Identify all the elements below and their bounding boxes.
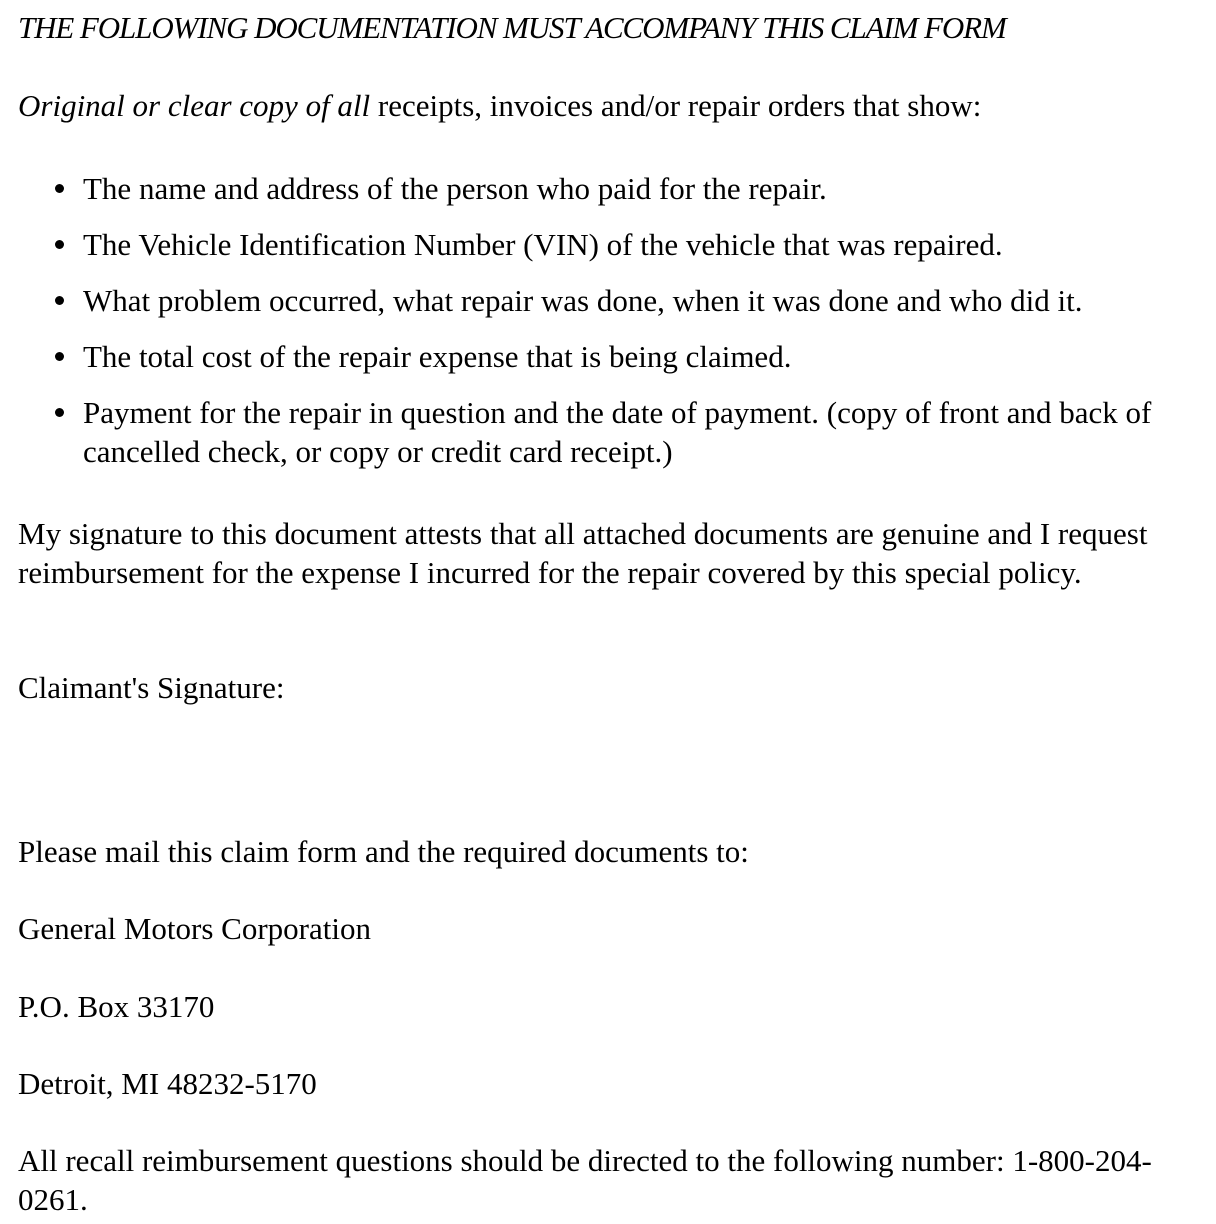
requirement-item	[18, 225, 1208, 264]
documentation-heading: THE FOLLOWING DOCUMENTATION MUST ACCOMPANY THIS CLAIM FORM	[18, 10, 1006, 45]
requirement-text: What problem occurred, what repair was done, when it was done and who did it.	[83, 283, 1083, 318]
requirement-text: The Vehicle Identification Number (VIN) of the vehicle that was repaired.	[83, 227, 1003, 262]
requirement-item	[18, 281, 1208, 320]
intro-emphasis: Original or clear copy of all	[18, 88, 371, 123]
requirement-item	[18, 169, 1208, 208]
documentation-intro	[18, 86, 981, 125]
address-po-box: P.O. Box 33170	[18, 989, 215, 1024]
address-city-state-zip: Detroit, MI 48232-5170	[18, 1066, 317, 1101]
requirement-item	[18, 337, 1208, 376]
bullet-icon	[55, 240, 64, 249]
intro-text: receipts, invoices and/or repair orders that show:	[370, 88, 982, 123]
requirement-text: The total cost of the repair expense that is being claimed.	[83, 339, 792, 374]
bullet-icon	[55, 408, 64, 417]
bullet-icon	[55, 296, 64, 305]
requirements-list	[18, 169, 1208, 488]
requirement-text: Payment for the repair in question and the date of payment. (copy of front and back of cancelled check, or copy or credit card receipt.)	[83, 395, 1152, 469]
bullet-icon	[55, 184, 64, 193]
requirement-item	[18, 393, 1208, 471]
signature-label: Claimant's Signature:	[18, 670, 285, 705]
bullet-icon	[55, 352, 64, 361]
requirement-text: The name and address of the person who paid for the repair.	[83, 171, 827, 206]
questions-contact: All recall reimbursement questions should be directed to the following number: 1-800-204-0261.	[18, 1143, 1152, 1217]
mail-instruction: Please mail this claim form and the required documents to:	[18, 834, 749, 869]
address-company: General Motors Corporation	[18, 911, 371, 946]
attestation-paragraph: My signature to this document attests that all attached documents are genuine and I request reimbursement for the expense I incurred for the repair covered by this special policy.	[18, 516, 1148, 590]
